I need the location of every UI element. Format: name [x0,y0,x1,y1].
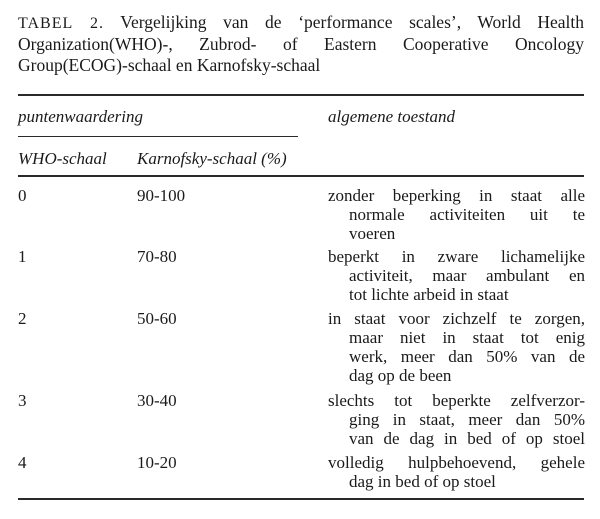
karnofsky-value: 70-80 [137,247,177,266]
description-line: activiteit, maar ambulant en [349,266,585,285]
header-who-schaal: WHO-schaal [18,149,107,168]
karnofsky-value: 30-40 [137,391,177,410]
header-algemene-toestand: algemene toestand [328,107,455,126]
top-rule [18,94,584,96]
description-line: zonder beperking in staat alle [328,186,585,205]
bottom-rule [18,498,584,500]
description-line: maar niet in staat tot enig [349,328,585,347]
description-line: tot lichte arbeid in staat [349,285,509,304]
status-description [328,391,585,448]
description-line: werk, meer dan 50% van de [349,347,585,366]
table-label: TABEL 2. [18,15,104,32]
who-value: 1 [18,247,27,266]
karnofsky-value: 10-20 [137,453,177,472]
who-value: 2 [18,309,27,328]
group-rule [18,136,298,137]
header-rule [18,175,584,177]
description-line: dag op de been [349,366,452,385]
who-value: 0 [18,186,27,205]
header-karnofsky-schaal: Karnofsky-schaal (%) [137,149,287,168]
table-caption [18,12,584,76]
description-line: beperkt in zware lichamelijke [328,247,585,266]
description-line: voeren [349,224,396,243]
description-line: in staat voor zichzelf te zorgen, [328,309,585,328]
status-description [328,186,585,243]
description-line: volledig hulpbehoevend, gehele [328,453,585,472]
description-line: van de dag in bed of op stoel [349,429,585,448]
status-description [328,247,585,304]
status-description [328,309,585,385]
description-line: normale activiteiten uit te [349,205,585,224]
description-line: slechts tot beperkte zelfverzor- [328,391,585,410]
karnofsky-value: 50-60 [137,309,177,328]
karnofsky-value: 90-100 [137,186,186,205]
table-title: Vergelijking van de ‘performance scales’, World Health Organization(WHO)-, Zubrod- of Eastern Cooperative Oncology Group(ECOG)-schaal en Karnofsky-schaal [18,12,585,75]
who-value: 4 [18,453,27,472]
who-value: 3 [18,391,27,410]
description-line: ging in staat, meer dan 50% [349,410,585,429]
header-puntenwaardering: puntenwaardering [18,107,143,126]
description-line: dag in bed of op stoel [349,472,496,491]
status-description [328,453,585,491]
